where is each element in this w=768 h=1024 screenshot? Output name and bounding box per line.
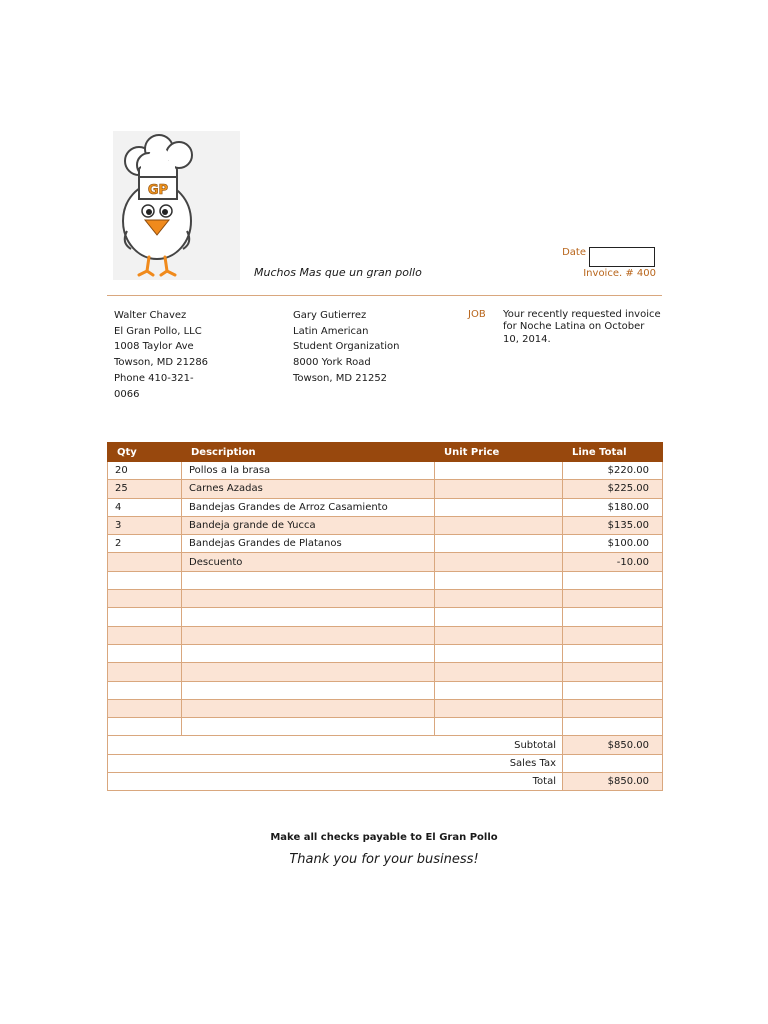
total-row bbox=[108, 773, 663, 791]
column-header-line-total: Line Total bbox=[563, 443, 663, 462]
unit-price-cell bbox=[435, 590, 563, 608]
table-row bbox=[108, 462, 663, 480]
table-header-row bbox=[108, 443, 663, 462]
line-total-cell: $100.00 bbox=[563, 535, 663, 553]
table-row bbox=[108, 663, 663, 681]
qty-cell bbox=[108, 553, 182, 571]
line-total-cell bbox=[563, 608, 663, 626]
qty-cell bbox=[108, 681, 182, 699]
line-total-cell bbox=[563, 681, 663, 699]
company-logo bbox=[113, 131, 240, 280]
table-row bbox=[108, 516, 663, 534]
recipient-line: Student Organization bbox=[293, 341, 400, 353]
sales-tax-value bbox=[563, 754, 663, 772]
qty-cell bbox=[108, 644, 182, 662]
table-row bbox=[108, 553, 663, 571]
line-total-cell: $180.00 bbox=[563, 498, 663, 516]
recipient-line: Towson, MD 21252 bbox=[293, 372, 388, 384]
subtotal-value: $850.00 bbox=[563, 736, 663, 754]
sales-tax-label: Sales Tax bbox=[108, 754, 563, 772]
qty-cell: 4 bbox=[108, 498, 182, 516]
line-total-cell bbox=[563, 590, 663, 608]
unit-price-cell bbox=[435, 663, 563, 681]
sender-line: 0066 bbox=[114, 388, 140, 400]
svg-text:GP: GP bbox=[147, 183, 169, 198]
qty-cell: 25 bbox=[108, 480, 182, 498]
line-total-cell bbox=[563, 644, 663, 662]
description-cell bbox=[182, 644, 435, 662]
unit-price-cell bbox=[435, 516, 563, 534]
subtotal-row bbox=[108, 736, 663, 754]
line-total-cell: $220.00 bbox=[563, 462, 663, 480]
line-total-cell bbox=[563, 626, 663, 644]
table-row bbox=[108, 718, 663, 736]
unit-price-cell bbox=[435, 462, 563, 480]
unit-price-cell bbox=[435, 608, 563, 626]
description-cell: Bandejas Grandes de Platanos bbox=[182, 535, 435, 553]
description-cell bbox=[182, 663, 435, 681]
job-description: Your recently requested invoice for Noche Latina on October 10, 2014. bbox=[503, 309, 661, 345]
qty-cell: 3 bbox=[108, 516, 182, 534]
unit-price-cell bbox=[435, 626, 563, 644]
unit-price-cell bbox=[435, 553, 563, 571]
tagline: Muchos Mas que un gran pollo bbox=[254, 266, 422, 279]
line-total-cell bbox=[563, 663, 663, 681]
header-divider bbox=[107, 295, 662, 296]
qty-cell bbox=[108, 590, 182, 608]
unit-price-cell bbox=[435, 644, 563, 662]
description-cell: Bandejas Grandes de Arroz Casamiento bbox=[182, 498, 435, 516]
recipient-address bbox=[293, 308, 399, 387]
table-row bbox=[108, 571, 663, 589]
sender-address bbox=[114, 308, 208, 402]
table-row bbox=[108, 626, 663, 644]
chef-chicken-icon bbox=[113, 131, 240, 280]
description-cell bbox=[182, 681, 435, 699]
unit-price-cell bbox=[435, 480, 563, 498]
description-cell bbox=[182, 699, 435, 717]
description-cell: Descuento bbox=[182, 553, 435, 571]
line-total-cell: $135.00 bbox=[563, 516, 663, 534]
qty-cell: 20 bbox=[108, 462, 182, 480]
unit-price-cell bbox=[435, 681, 563, 699]
table-row bbox=[108, 535, 663, 553]
table-row bbox=[108, 608, 663, 626]
recipient-line: Gary Gutierrez bbox=[293, 310, 367, 321]
description-cell bbox=[182, 718, 435, 736]
qty-cell: 2 bbox=[108, 535, 182, 553]
recipient-line: 8000 York Road bbox=[293, 357, 371, 369]
unit-price-cell bbox=[435, 571, 563, 589]
qty-cell bbox=[108, 571, 182, 589]
table-row bbox=[108, 644, 663, 662]
description-cell bbox=[182, 608, 435, 626]
job-label: JOB bbox=[468, 309, 486, 320]
table-row bbox=[108, 498, 663, 516]
unit-price-cell bbox=[435, 718, 563, 736]
date-label: Date bbox=[562, 247, 586, 258]
description-cell bbox=[182, 571, 435, 589]
recipient-line: Latin American bbox=[293, 325, 369, 337]
column-header-qty: Qty bbox=[108, 443, 182, 462]
sender-line: 1008 Taylor Ave bbox=[114, 341, 194, 353]
unit-price-cell bbox=[435, 699, 563, 717]
thank-you-message: Thank you for your business! bbox=[289, 852, 479, 867]
description-cell: Bandeja grande de Yucca bbox=[182, 516, 435, 534]
unit-price-cell bbox=[435, 535, 563, 553]
line-items-table bbox=[107, 442, 663, 791]
line-total-cell bbox=[563, 571, 663, 589]
description-cell: Carnes Azadas bbox=[182, 480, 435, 498]
sender-line: Walter Chavez bbox=[114, 310, 187, 321]
sender-line: Towson, MD 21286 bbox=[114, 357, 209, 369]
sender-line: El Gran Pollo, LLC bbox=[114, 325, 202, 337]
column-header-unit-price: Unit Price bbox=[435, 443, 563, 462]
unit-price-cell bbox=[435, 498, 563, 516]
column-header-description: Description bbox=[182, 443, 435, 462]
table-row bbox=[108, 480, 663, 498]
line-total-cell bbox=[563, 718, 663, 736]
qty-cell bbox=[108, 608, 182, 626]
line-total-cell bbox=[563, 699, 663, 717]
line-total-cell: $225.00 bbox=[563, 480, 663, 498]
qty-cell bbox=[108, 626, 182, 644]
table-row bbox=[108, 590, 663, 608]
sender-line: Phone 410-321- bbox=[114, 372, 194, 384]
total-label: Total bbox=[108, 773, 563, 791]
payment-note: Make all checks payable to El Gran Pollo bbox=[270, 832, 498, 843]
description-cell: Pollos a la brasa bbox=[182, 462, 435, 480]
total-value: $850.00 bbox=[563, 773, 663, 791]
qty-cell bbox=[108, 718, 182, 736]
sales-tax-row bbox=[108, 754, 663, 772]
subtotal-label: Subtotal bbox=[108, 736, 563, 754]
line-total-cell: -10.00 bbox=[563, 553, 663, 571]
qty-cell bbox=[108, 663, 182, 681]
invoice-number: Invoice. # 400 bbox=[583, 268, 656, 279]
description-cell bbox=[182, 626, 435, 644]
table-row bbox=[108, 681, 663, 699]
description-cell bbox=[182, 590, 435, 608]
date-field[interactable] bbox=[589, 247, 655, 267]
qty-cell bbox=[108, 699, 182, 717]
table-row bbox=[108, 699, 663, 717]
